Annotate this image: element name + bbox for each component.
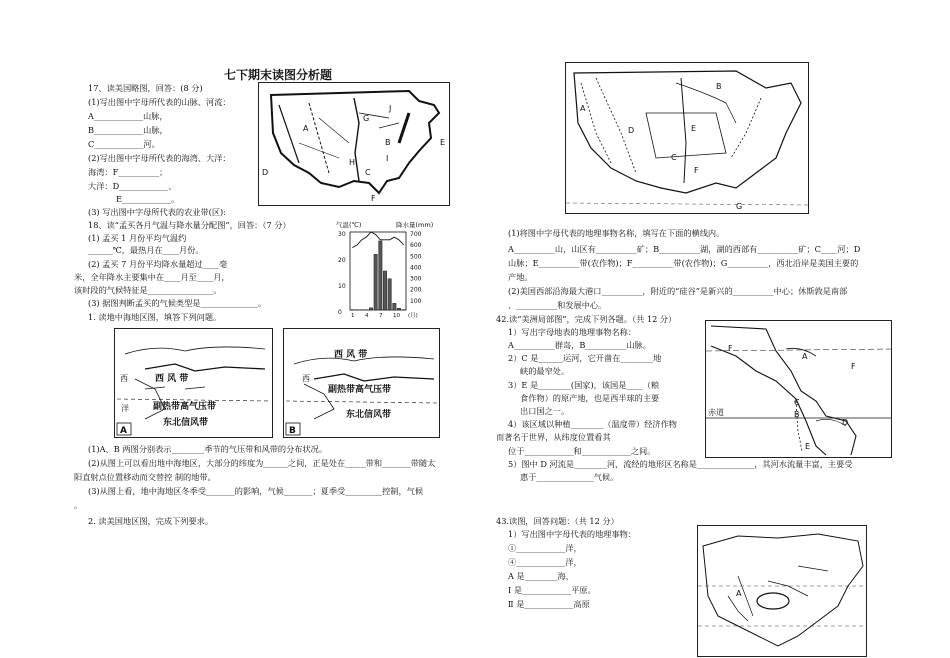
q17-line: 大洋：D____________、: [88, 181, 177, 191]
am-label-A: A: [802, 352, 808, 361]
map-b-westerlies: 西 风 带: [334, 350, 368, 360]
temp-tick-label: 0: [338, 309, 342, 316]
q2-line: (1)将图中字母代表的地理事物名称，填写在下面的横线内。: [508, 228, 725, 238]
temp-axis-label: 气温(℃): [336, 221, 362, 229]
q17-head: 17、读美国略图，回答：(8 分): [88, 83, 203, 93]
map-label-G: G: [363, 114, 370, 123]
precip-tick-label: 400: [410, 264, 422, 272]
q1-line: 阳直射点位置移动而交替控 制的地带。: [74, 472, 216, 482]
precip-tick-label: 100: [410, 297, 422, 305]
map-a-west: 西: [120, 374, 128, 383]
precip-bar: [383, 271, 386, 310]
q2-line: 产地。: [508, 272, 533, 282]
q43-head: 43.读图，回答问题：（共 12 分）: [496, 516, 619, 526]
asia-map: [697, 525, 867, 657]
q1-line: (3)从图上看，地中海地区冬季受_______的影响，气候_______；夏季受_________控制，气候: [88, 486, 424, 496]
mediterranean-map-a: [114, 328, 273, 438]
map-a-high-pressure: 副热带高气压带: [153, 402, 217, 412]
month-tick-label: 1: [351, 313, 355, 318]
map-label-A: A: [303, 124, 309, 133]
map2-label-A: A: [580, 104, 586, 113]
am-label-F2: F: [851, 362, 856, 371]
q18-line: ______℃，最热月在____月份。: [88, 245, 204, 255]
month-tick-label: (月): [408, 313, 418, 318]
q42-line: 食作物）的原产地，也是西半球的主要: [520, 393, 660, 403]
precip-bar: [374, 254, 377, 310]
usa-map-q2: [565, 62, 809, 214]
asia-map-svg: [698, 526, 866, 656]
precip-bar: [397, 308, 400, 310]
map2-label-C: C: [671, 153, 677, 162]
q17-line: (2)写出图中字母所代表的海湾、大洋：: [88, 153, 231, 163]
q18-line: (1) 孟买 1 月份平均气温约: [88, 233, 187, 243]
usa-map-outline: [259, 83, 449, 205]
q17-line: E____________。: [116, 194, 180, 204]
map-label-B: B: [385, 138, 391, 147]
map-a-label: A: [120, 426, 127, 436]
q18-line: (2) 孟买 7 月份平均降水量超过____毫: [88, 259, 228, 269]
precip-axis-label: 降水量(mm): [396, 221, 434, 229]
map-label-J: J: [389, 104, 392, 113]
q17-line: (1)写出图中字母所代表的山脉、河流：: [88, 97, 231, 107]
q1-line: (1)A、B 两图分别表示________季节的气压带和风带的分布状况。: [88, 444, 328, 454]
q43-line: A 是________海，: [508, 571, 574, 581]
q43-line: 1）写出图中字母代表的地理事物：: [508, 529, 637, 539]
q18-line: 米，全年降水主要集中在____月至____月，: [74, 272, 230, 282]
q17-line: C____________河。: [88, 139, 160, 149]
am-label-E: E: [805, 442, 811, 451]
usa-map-q17: [258, 82, 450, 206]
precip-tick-label: 600: [410, 242, 422, 250]
precip-tick-label: 200: [410, 286, 422, 294]
map2-label-E: E: [691, 124, 697, 133]
map2-label-D: D: [628, 126, 635, 135]
americas-map: [705, 320, 892, 458]
am-label-D: D: [842, 418, 849, 427]
month-ticks: [351, 311, 418, 318]
q42-line: 4）该区域以种植________（温度带）经济作物: [508, 419, 677, 429]
q42-line: 而著名于世界，从纬度位置看其: [496, 432, 611, 442]
map-label-C: C: [365, 168, 371, 177]
map-a-ne-trade: 东北信风带: [163, 418, 209, 428]
mumbai-climate-chart: [334, 218, 446, 318]
map-label-I: I: [386, 154, 389, 163]
q43-line: Ⅰ 是____________平原。: [508, 585, 596, 595]
q2-line: A__________山，山区有__________矿；B__________湖，湖的西部有__________矿；C____河；D: [508, 244, 861, 254]
am-label-F: F: [728, 344, 733, 353]
map-b-west: 西: [302, 374, 310, 383]
q2-head: 2. 读美国地区图，完成下列要求。: [88, 516, 214, 526]
climate-chart-svg: [334, 218, 446, 318]
map2-label-B: B: [716, 82, 722, 91]
q2-line: (2)美国西部沿海最大港口__________，附近的“硅谷”是新兴的__________中心；休斯敦是南部: [508, 286, 848, 296]
temp-tick-label: 10: [338, 283, 346, 290]
temp-line: [352, 232, 403, 248]
q18-line: 该时段的气候特征是________________。: [74, 285, 222, 295]
q43-line: ①____________洋，: [508, 543, 582, 553]
map2-label-G: G: [736, 202, 743, 211]
map-b-label: B: [289, 426, 296, 436]
precip-ticks: [410, 231, 422, 305]
map-label-E: E: [440, 138, 446, 147]
q2-line: 山脉；E__________带(农作物)；F__________带(农作物)；G__________，西北沿岸是美国主要的: [508, 258, 859, 268]
q42-line: 出口国之一。: [520, 406, 570, 416]
precip-bar: [369, 308, 372, 310]
americas-map-svg: [706, 321, 891, 457]
precip-bars: [351, 241, 406, 310]
am-label-C: C: [794, 398, 800, 407]
map-label-H: H: [349, 158, 356, 167]
precip-bar: [393, 303, 396, 310]
map2-label-F: F: [694, 166, 699, 175]
q42-line: 5）图中 D 河流是________河，流经的地形区名称是______________，其河水流量丰富，主要受: [508, 459, 853, 469]
q1-head: 1. 读地中海地区图，填答下列问题。: [88, 312, 222, 322]
q18-line: (3) 据图判断孟买的气候类型是______________。: [88, 298, 266, 308]
map-a-westerlies: 西 风 带: [155, 374, 189, 384]
map-b-high-pressure: 副热带高气压带: [328, 385, 392, 395]
q43-line: ④____________洋，: [508, 557, 582, 567]
q1-line: 。: [74, 500, 83, 510]
q42-line: 峡的最窄处。: [520, 366, 570, 376]
asia-label-A: A: [736, 589, 742, 598]
q42-line: 位于____________和____________之间。: [508, 446, 656, 456]
month-tick-label: 4: [365, 313, 369, 318]
q42-line: 2）C 是______运河，它开凿在________地: [508, 353, 662, 363]
month-tick-label: 7: [379, 313, 383, 318]
q42-line: 3）E 是________(国家)，该国是____（粮: [508, 380, 660, 390]
q17-line: B____________山脉，: [88, 125, 168, 135]
precip-tick-label: 700: [410, 231, 422, 238]
q42-line: 惠于______________气候。: [520, 472, 619, 482]
temp-tick-label: 20: [338, 257, 346, 264]
equator-label: 赤道: [708, 408, 724, 417]
usa-map-2-svg: [566, 63, 808, 213]
mediterranean-map-b: [283, 328, 440, 438]
q42-head: 42.读“美洲局部图”，完成下列各题。（共 12 分）: [496, 314, 677, 324]
q2-line: 、__________和发展中心。: [508, 300, 607, 310]
temp-ticks: [338, 231, 346, 316]
q17-line: A____________山脉，: [88, 111, 168, 121]
q42-line: A__________群岛，B__________山脉。: [508, 340, 651, 350]
q42-line: 1）写出字母地表的地理事物名称：: [508, 327, 637, 337]
precip-bar: [388, 279, 391, 310]
precip-bar: [379, 241, 382, 310]
q18-head: 18、读“孟买各月气温与降水量分配图”，回答：（7 分）: [88, 220, 291, 230]
q17-line: 海湾：F__________；: [88, 167, 168, 177]
page-title: 七下期末读图分析题: [224, 68, 333, 82]
temp-tick-label: 30: [338, 231, 346, 238]
precip-tick-label: 300: [410, 275, 422, 283]
q17-line: (3) 写出图中字母所代表的农业带(区):: [88, 207, 226, 217]
map-a-ocean: 洋: [121, 404, 129, 413]
map-label-D: D: [262, 168, 269, 177]
map-a-svg: [115, 329, 272, 437]
precip-tick-label: 500: [410, 253, 422, 261]
q1-line: (2)从图上可以看出地中海地区，大部分的纬度为______之间，正是处在_____带和_______带随太: [88, 458, 436, 468]
map-b-svg: [284, 329, 439, 437]
map-b-ne-trade: 东北信风带: [346, 410, 392, 420]
month-tick-label: 10: [393, 313, 400, 318]
am-label-B: B: [794, 410, 800, 419]
q43-line: Ⅱ 是____________高原: [508, 599, 590, 609]
map-label-F: F: [371, 194, 376, 203]
